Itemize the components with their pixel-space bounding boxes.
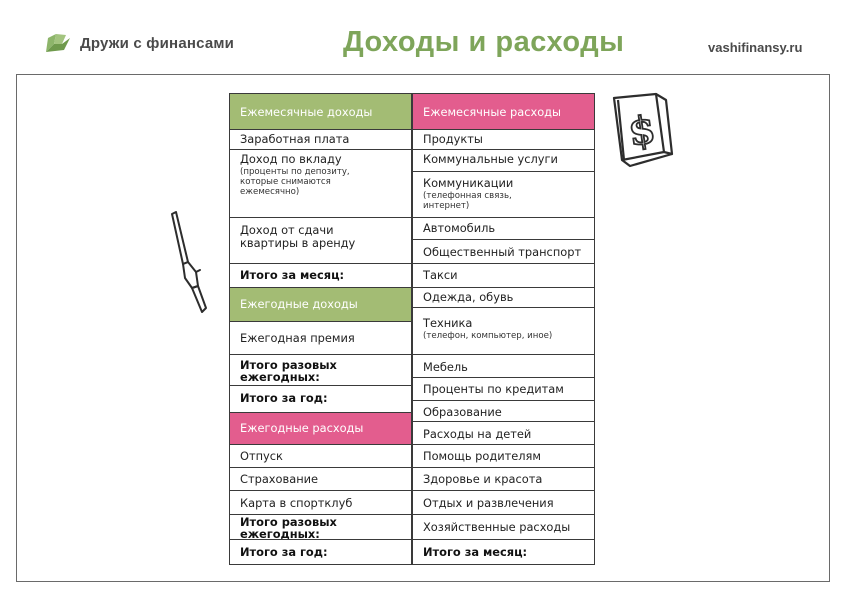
- money-book-icon: [604, 90, 676, 170]
- parents-row[interactable]: Помощь родителям: [412, 444, 595, 468]
- logo-leaf-icon: [44, 32, 72, 54]
- monthly-expenses-header: Ежемесячные расходы: [412, 93, 595, 130]
- communications-row[interactable]: Коммуникации (телефонная связь, интернет): [412, 171, 595, 218]
- taxi-row[interactable]: Такси: [412, 263, 595, 288]
- year-total-row-2[interactable]: Итого за год:: [229, 539, 412, 565]
- groceries-row[interactable]: Продукты: [412, 129, 595, 150]
- leisure-row[interactable]: Отдых и развлечения: [412, 490, 595, 515]
- insurance-row[interactable]: Страхование: [229, 467, 412, 491]
- monthly-total-row[interactable]: Итого за месяц:: [229, 263, 412, 288]
- rent-income-row[interactable]: Доход от сдачи квартиры в аренду: [229, 217, 412, 264]
- page-title: Доходы и расходы: [343, 26, 625, 58]
- household-row[interactable]: Хозяйственные расходы: [412, 514, 595, 540]
- furniture-row[interactable]: Мебель: [412, 354, 595, 378]
- education-row[interactable]: Образование: [412, 400, 595, 422]
- loan-interest-row[interactable]: Проценты по кредитам: [412, 377, 595, 401]
- public-transport-row[interactable]: Общественный транспорт: [412, 239, 595, 264]
- monthly-total-row-right[interactable]: Итого за месяц:: [412, 539, 595, 565]
- yearly-income-header: Ежегодные доходы: [229, 287, 412, 322]
- deposit-income-row[interactable]: Доход по вкладу (проценты по депозиту, которые снимаются ежемесячно): [229, 149, 412, 218]
- annual-bonus-row[interactable]: Ежегодная премия: [229, 321, 412, 355]
- utilities-row[interactable]: Коммунальные услуги: [412, 149, 595, 172]
- clothes-row[interactable]: Одежда, обувь: [412, 287, 595, 308]
- brand: [44, 32, 234, 54]
- brand-name: Дружи с финансами: [80, 34, 235, 52]
- equipment-row[interactable]: Техника (телефон, компьютер, иное): [412, 307, 595, 355]
- pen-icon: [166, 210, 216, 318]
- salary-row[interactable]: Заработная плата: [229, 129, 412, 150]
- children-row[interactable]: Расходы на детей: [412, 421, 595, 445]
- deposit-note: (проценты по депозиту, которые снимаются ежемесячно): [240, 167, 350, 197]
- gym-card-row[interactable]: Карта в спортклуб: [229, 490, 412, 515]
- monthly-income-header: Ежемесячные доходы: [229, 93, 412, 130]
- yearly-expenses-header: Ежегодные расходы: [229, 412, 412, 445]
- svg-text:$: $: [625, 106, 659, 155]
- health-row[interactable]: Здоровье и красота: [412, 467, 595, 491]
- one-time-yearly-total-row[interactable]: Итого разовых ежегодных:: [229, 354, 412, 386]
- year-total-row[interactable]: Итого за год:: [229, 385, 412, 413]
- equipment-note: (телефон, компьютер, иное): [423, 331, 553, 341]
- communications-note: (телефонная связь, интернет): [423, 191, 512, 211]
- vacation-row[interactable]: Отпуск: [229, 444, 412, 468]
- one-time-yearly-total-row-2[interactable]: Итого разовых ежегодных:: [229, 514, 412, 540]
- site-url[interactable]: vashifinansy.ru: [708, 40, 803, 55]
- car-row[interactable]: Автомобиль: [412, 217, 595, 240]
